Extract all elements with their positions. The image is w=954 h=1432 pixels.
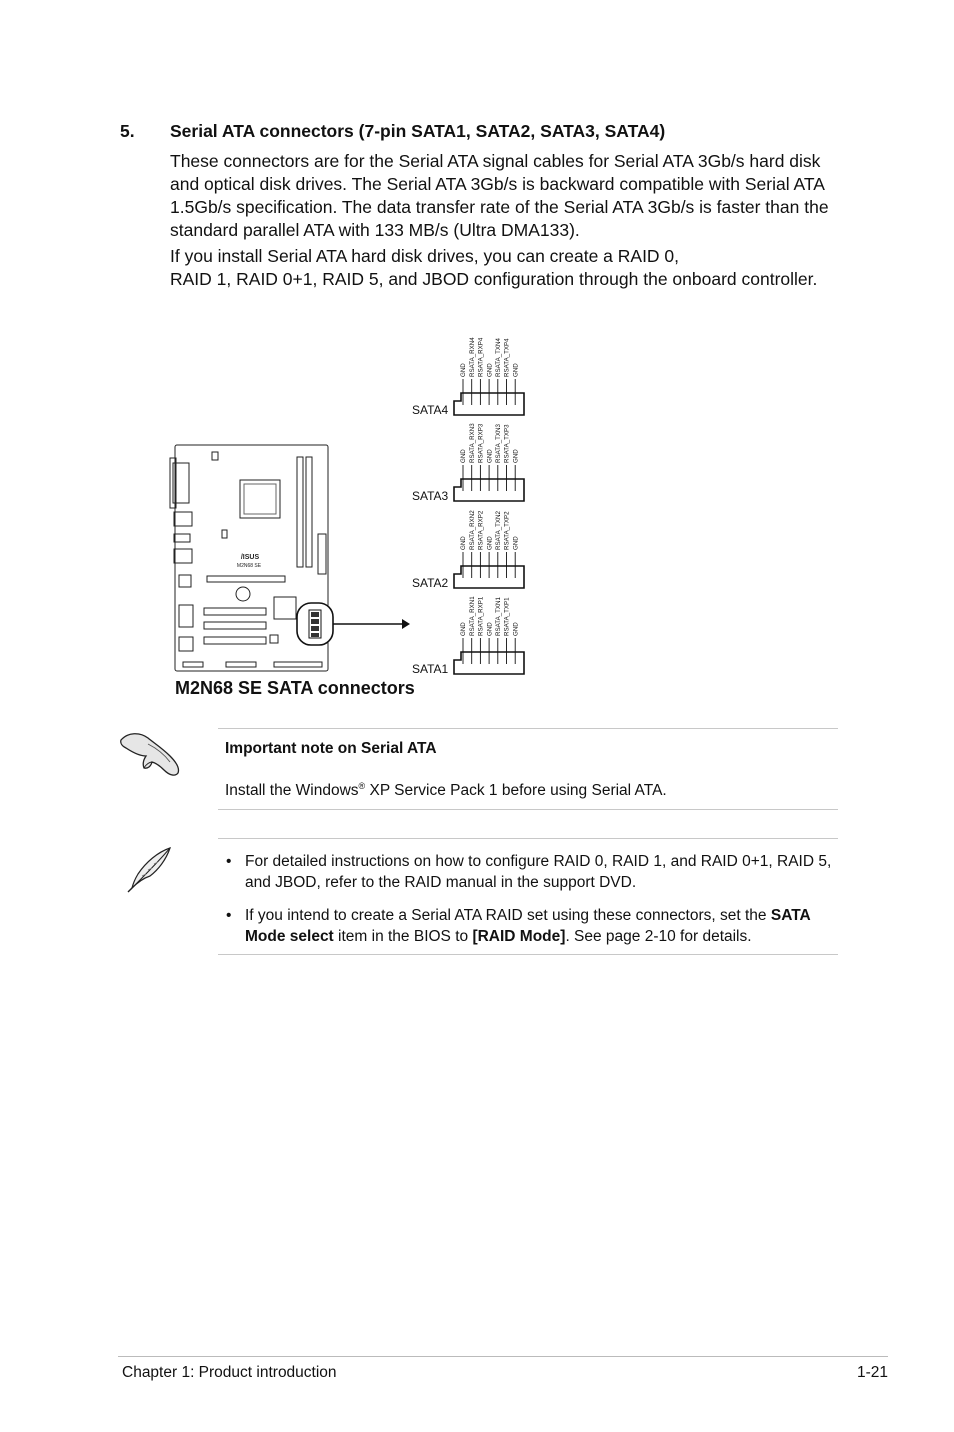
pin-label: RSATA_TXP1 (503, 597, 511, 636)
pin-label: RSATA_TXN4 (495, 338, 502, 377)
note-body-part-1: Install the Windows (225, 782, 359, 800)
board-brand-logo: /ISUS (240, 554, 260, 561)
hand-pointing-icon (118, 726, 184, 778)
notes-divider-bottom (218, 954, 838, 955)
pin-label: GND (486, 449, 494, 463)
bullet-2-part-a: If you intend to create a Serial ATA RAID set using these connectors, set the (245, 907, 771, 924)
bullet-2-part-c: item in the BIOS to (333, 928, 473, 945)
important-note-title: Important note on Serial ATA (225, 740, 437, 757)
sata-connector-sata3 (412, 423, 524, 503)
sata-connector-sata2 (412, 510, 524, 590)
pin-label: RSATA_RXN2 (468, 510, 476, 550)
pin-label: RSATA_RXN4 (468, 337, 476, 377)
pin-label: RSATA_TXP4 (503, 338, 511, 377)
pin-label: RSATA_RXN1 (468, 596, 476, 636)
pin-label: GND (460, 363, 468, 377)
pin-label: GND (512, 536, 520, 550)
footer-page-number: 1-21 (856, 1364, 888, 1381)
connector-label: SATA1 (412, 662, 449, 676)
connector-label: SATA3 (412, 489, 449, 503)
pin-label: RSATA_TXN2 (495, 511, 502, 550)
section-paragraph-2 (170, 245, 850, 291)
paragraph-2-line-2: RAID 1, RAID 0+1, RAID 5, and JBOD configuration through the onboard controller. (170, 269, 818, 289)
board-model-label: M2N68 SE (236, 563, 262, 569)
registered-mark: ® (358, 781, 366, 791)
bullet-2-dot: • (226, 907, 232, 924)
note-divider-bottom (218, 809, 838, 810)
footer-rule (118, 1356, 888, 1357)
bullet-2-setting-value: [RAID Mode] (472, 928, 566, 945)
bullet-2-setting-name: SATA Mode select (245, 907, 811, 945)
connector-label: SATA2 (412, 576, 449, 590)
quill-pen-icon (124, 846, 174, 894)
bullet-2-text (245, 905, 835, 947)
pin-label: RSATA_RXP4 (477, 337, 485, 377)
pin-label: RSATA_TXP2 (503, 511, 511, 550)
pin-label: RSATA_TXN1 (495, 597, 502, 636)
pin-label: RSATA_TXP3 (503, 424, 511, 463)
bullet-1-text: For detailed instructions on how to configure RAID 0, RAID 1, and RAID 0+1, RAID 5, and JBOD, refer to the RAID manual in the support DVD. (245, 853, 832, 891)
section-paragraph-1: These connectors are for the Serial ATA signal cables for Serial ATA 3Gb/s hard disk and optical disk drives. The Serial ATA 3Gb/s is backward compatible with Serial ATA 1.5Gb/s specification. The data transfer rate of the Serial ATA 3Gb/s is faster than the standard parallel ATA with 133 MB/s (Ultra DMA133). (170, 151, 829, 240)
section-number: 5. (120, 121, 135, 141)
sata-connector-sata4 (412, 337, 524, 417)
pin-label: RSATA_TXN3 (495, 424, 502, 463)
section-title: Serial ATA connectors (7-pin SATA1, SATA2, SATA3, SATA4) (170, 121, 666, 141)
pin-label: GND (460, 536, 468, 550)
pin-label: GND (486, 622, 494, 636)
bullet-2-part-e: . See page 2-10 for details. (565, 928, 752, 945)
pointer-arrow (333, 619, 410, 629)
important-note-body (225, 781, 667, 800)
pin-label: GND (512, 449, 520, 463)
diagram-caption: M2N68 SE SATA connectors (175, 678, 415, 698)
pin-label: GND (486, 536, 494, 550)
pin-label: GND (460, 449, 468, 463)
pin-label: RSATA_RXP2 (477, 510, 485, 550)
pin-label: RSATA_RXP3 (477, 423, 485, 463)
pin-label: GND (512, 622, 520, 636)
note-divider-top (218, 728, 838, 729)
sata-connectors-diagram (0, 320, 954, 680)
sata-connector-sata1 (412, 596, 524, 676)
sata-connector-group (412, 337, 524, 676)
pin-label: GND (486, 363, 494, 377)
footer-chapter: Chapter 1: Product introduction (122, 1364, 337, 1381)
pin-label: GND (460, 622, 468, 636)
note-body-part-2: XP Service Pack 1 before using Serial ATA. (365, 782, 667, 800)
connector-label: SATA4 (412, 403, 449, 417)
pin-label: RSATA_RXN3 (468, 423, 476, 463)
pin-label: GND (512, 363, 520, 377)
notes-divider-top (218, 838, 838, 839)
pin-label: RSATA_RXP1 (477, 596, 485, 636)
paragraph-2-line-1: If you install Serial ATA hard disk drives, you can create a RAID 0, (170, 246, 680, 266)
sata-location-highlight (297, 603, 333, 645)
bullet-1-dot: • (226, 853, 232, 870)
